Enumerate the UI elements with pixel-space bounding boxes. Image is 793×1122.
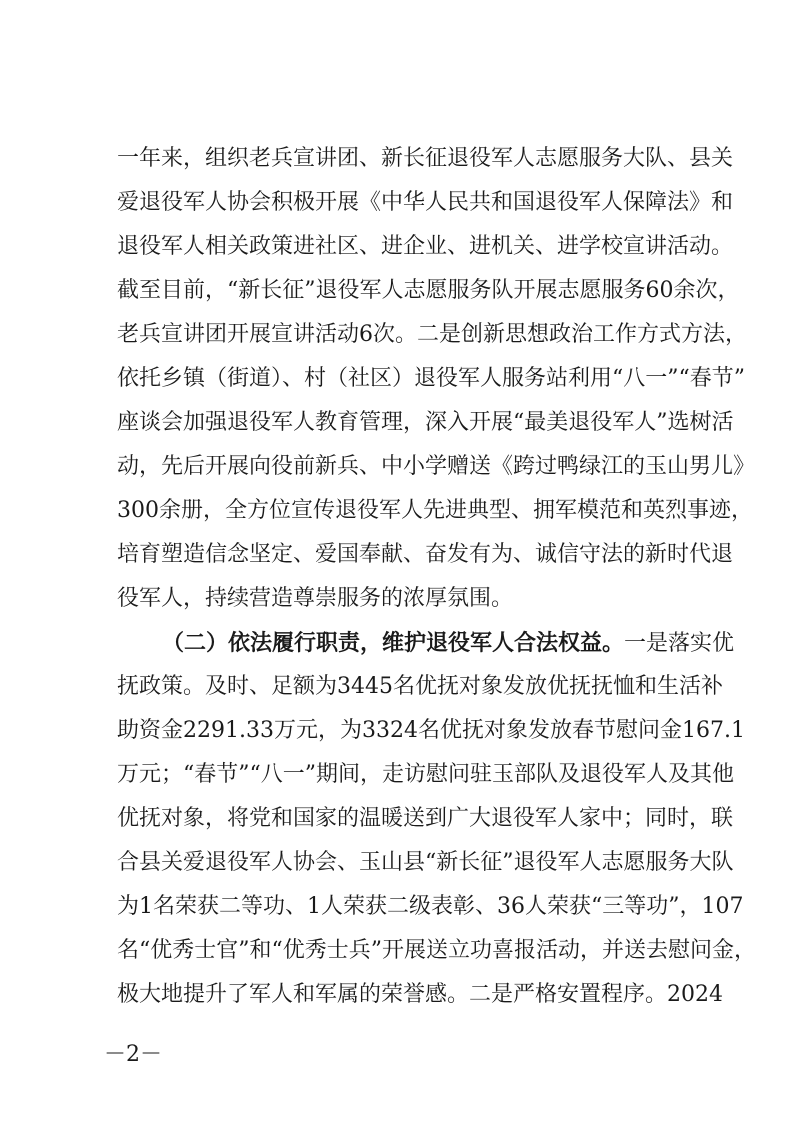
text-line: 一年来，组织老兵宣讲团、新长征退役军人志愿服务大队、县关 [117, 146, 734, 171]
heading-line-rest: 一是落实优 [624, 631, 735, 656]
text-line: 依托乡镇（街道）、村（社区）退役军人服务站利用“八一”“春节” [117, 366, 745, 391]
section-heading: （二）依法履行职责，维护退役军人合法权益。 [162, 630, 625, 656]
text-line: 抚政策。及时、足额为3445名优抚对象发放优抚抚恤和生活补 [117, 674, 723, 699]
text-line: 名“优秀士官”和“优秀士兵”开展送立功喜报活动，并送去慰问金， [117, 938, 756, 963]
text-line: 爱退役军人协会积极开展《中华人民共和国退役军人保障法》和 [117, 190, 734, 215]
text-line: 助资金2291.33万元，为3324名优抚对象发放春节慰问金167.1 [117, 718, 745, 743]
text-line: 截至目前，“新长征”退役军人志愿服务队开展志愿服务60余次， [117, 278, 740, 303]
text-line: 培育塑造信念坚定、爱国奉献、奋发有为、诚信守法的新时代退 [117, 542, 734, 567]
text-line: 老兵宣讲团开展宣讲活动6次。二是创新思想政治工作方式方法， [117, 322, 747, 347]
text-line: 300余册，全方位宣传退役军人先进典型、拥军模范和英烈事迹， [117, 498, 753, 523]
text-line: 极大地提升了军人和军属的荣誉感。二是严格安置程序。2024 [117, 982, 723, 1007]
text-line: 座谈会加强退役军人教育管理，深入开展“最美退役军人”选树活 [117, 410, 734, 435]
text-line: 退役军人相关政策进社区、进企业、进机关、进学校宣讲活动。 [117, 234, 734, 259]
text-line: 役军人，持续营造尊崇服务的浓厚氛围。 [117, 586, 514, 611]
text-line: 万元；“春节”“八一”期间，走访慰问驻玉部队及退役军人及其他 [117, 762, 734, 787]
text-line: 动，先后开展向役前新兵、中小学赠送《跨过鸭绿江的玉山男儿》 [117, 454, 756, 479]
text-line: 优抚对象，将党和国家的温暖送到广大退役军人家中；同时，联 [117, 806, 734, 831]
text-line: 合县关爱退役军人协会、玉山县“新长征”退役军人志愿服务大队 [117, 850, 734, 875]
page-number: －2－ [104, 1042, 162, 1067]
text-line: 为1名荣获二等功、1人荣获二级表彰、36人荣获“三等功”，107 [117, 894, 744, 919]
section-heading-line [162, 628, 735, 658]
